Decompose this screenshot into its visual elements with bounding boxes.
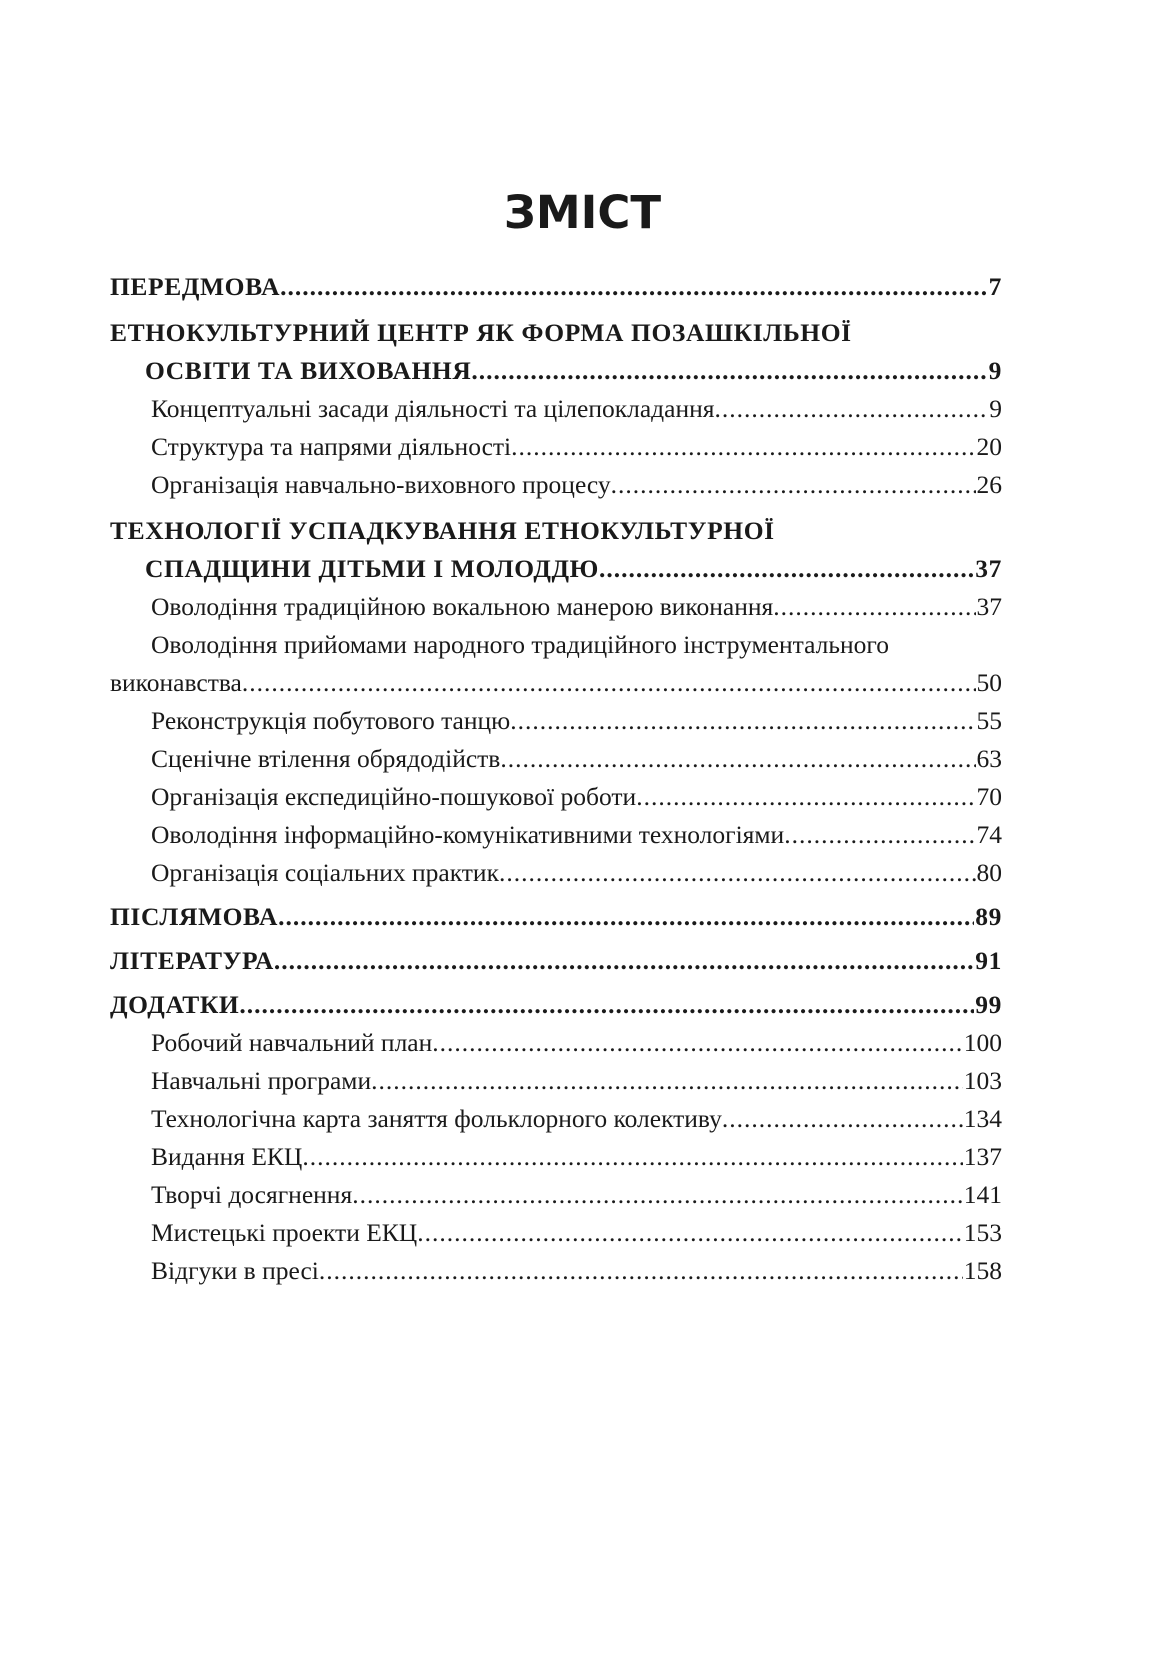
toc-page-number: 89 [975, 902, 1002, 931]
dot-leader [242, 664, 976, 702]
toc-entry-label: ДОДАТКИ [110, 990, 240, 1019]
toc-page-number: 26 [976, 470, 1002, 499]
toc-subentry[interactable] [110, 816, 1002, 854]
toc-entry-label: Оволодіння традиційною вокальною манерою виконання [151, 592, 774, 621]
dot-leader [278, 898, 974, 936]
dot-leader [599, 550, 974, 588]
toc-entry-label: Робочий навчальний план [151, 1028, 433, 1057]
toc-page-number: 91 [975, 946, 1002, 975]
toc-page-number: 74 [976, 820, 1002, 849]
toc-page-number: 80 [976, 858, 1002, 887]
toc-entry-literature[interactable] [110, 942, 1002, 980]
toc-page-number: 99 [975, 990, 1002, 1019]
toc-entry-label: Сценічне втілення обрядодійств [151, 744, 501, 773]
toc-page-number: 50 [976, 668, 1002, 697]
dot-leader [280, 268, 988, 306]
toc-subentry[interactable] [110, 390, 1002, 428]
toc-entry-label: Творчі досягнення [151, 1180, 353, 1209]
toc-subentry[interactable] [110, 702, 1002, 740]
toc-entry-appendices[interactable] [110, 986, 1002, 1024]
toc-page-number: 137 [963, 1142, 1002, 1171]
toc-subentry[interactable] [110, 466, 1002, 504]
toc-page-number: 70 [976, 782, 1002, 811]
toc-page-number: 134 [963, 1104, 1002, 1133]
toc-subentry[interactable] [110, 664, 1002, 702]
toc-subentry[interactable] [110, 740, 1002, 778]
toc-entry-label: ПІСЛЯМОВА [110, 902, 279, 931]
toc-page-number: 100 [963, 1028, 1002, 1057]
toc-page-number: 153 [963, 1218, 1002, 1247]
toc-subentry[interactable] [110, 1176, 1002, 1214]
toc-subentry[interactable] [110, 854, 1002, 892]
dot-leader [773, 588, 975, 626]
toc-subentry[interactable] [110, 428, 1002, 466]
toc-entry-label: Оволодіння інформаційно-комунікативними технологіями [151, 820, 785, 849]
toc-entry-label: Навчальні програми [151, 1066, 372, 1095]
toc-page-number: 63 [976, 744, 1002, 773]
toc-subentry[interactable] [110, 778, 1002, 816]
toc-subentry[interactable] [110, 1252, 1002, 1290]
toc-entry-label: ПЕРЕДМОВА [110, 272, 281, 301]
toc-entry-label: ЛІТЕРАТУРА [110, 946, 274, 975]
dot-leader [511, 428, 975, 466]
dot-leader [352, 1176, 963, 1214]
toc-subentry[interactable] [110, 1062, 1002, 1100]
toc-entry-label: Концептуальні засади діяльності та цілепокладання [151, 394, 715, 423]
dot-leader [432, 1024, 962, 1062]
toc-entry-label: ОСВІТИ ТА ВИХОВАННЯ [145, 356, 472, 385]
dot-leader [319, 1252, 963, 1290]
toc-page-number: 158 [963, 1256, 1002, 1285]
dot-leader [274, 942, 974, 980]
dot-leader [371, 1062, 963, 1100]
toc-entry-label: Організація соціальних практик [151, 858, 499, 887]
toc-entry-label: виконавства [110, 668, 242, 697]
dot-leader [714, 390, 988, 428]
toc-subentry[interactable] [110, 1024, 1002, 1062]
dot-leader [611, 466, 976, 504]
dot-leader [499, 854, 976, 892]
dot-leader [302, 1138, 962, 1176]
toc-part1-heading-line1[interactable]: ЕТНОКУЛЬТУРНИЙ ЦЕНТР ЯК ФОРМА ПОЗАШКІЛЬНОЇ [110, 318, 852, 347]
dot-leader [636, 778, 975, 816]
dot-leader [722, 1100, 963, 1138]
toc-page-number: 7 [988, 272, 1002, 301]
toc-page-number: 103 [963, 1066, 1002, 1095]
toc-part2-heading-line1[interactable]: ТЕХНОЛОГІЇ УСПАДКУВАННЯ ЕТНОКУЛЬТУРНОЇ [110, 516, 775, 545]
toc-subentry[interactable] [110, 1100, 1002, 1138]
toc-entry-label: Організація навчально-виховного процесу [151, 470, 611, 499]
toc-page-number: 20 [976, 432, 1002, 461]
toc-page-number: 141 [963, 1180, 1002, 1209]
toc-subentry[interactable] [110, 1138, 1002, 1176]
page-title: ЗМІСТ [503, 186, 662, 239]
toc-subentry[interactable] [110, 1214, 1002, 1252]
toc-page-number: 37 [975, 554, 1002, 583]
toc-page-number: 9 [988, 356, 1002, 385]
dot-leader [417, 1214, 963, 1252]
toc-entry-label: Видання ЕКЦ [151, 1142, 303, 1171]
toc-entry-part2[interactable] [110, 550, 1002, 588]
dot-leader [471, 352, 987, 390]
toc-entry-label: СПАДЩИНИ ДІТЬМИ І МОЛОДДЮ [145, 554, 599, 583]
dot-leader [784, 816, 975, 854]
dot-leader [500, 740, 975, 778]
toc-subentry-line1[interactable]: Оволодіння прийомами народного традиційного інструментального [151, 630, 889, 659]
dot-leader [239, 986, 974, 1024]
toc-subentry[interactable] [110, 588, 1002, 626]
table-of-contents [110, 268, 1002, 1290]
toc-page-number: 37 [976, 592, 1002, 621]
toc-page-number: 55 [976, 706, 1002, 735]
dot-leader [510, 702, 975, 740]
toc-entry-label: Мистецькі проекти ЕКЦ [151, 1218, 418, 1247]
toc-entry-label: Відгуки в пресі [151, 1256, 319, 1285]
toc-entry-label: Реконструкція побутового танцю [151, 706, 511, 735]
toc-entry-part1[interactable] [110, 352, 1002, 390]
toc-entry-label: Структура та напрями діяльності [151, 432, 512, 461]
toc-entry-preface[interactable] [110, 268, 1002, 306]
toc-entry-label: Організація експедиційно-пошукової роботи [151, 782, 637, 811]
toc-entry-afterword[interactable] [110, 898, 1002, 936]
toc-entry-label: Технологічна карта заняття фольклорного колективу [151, 1104, 722, 1133]
toc-page-number: 9 [989, 394, 1002, 423]
